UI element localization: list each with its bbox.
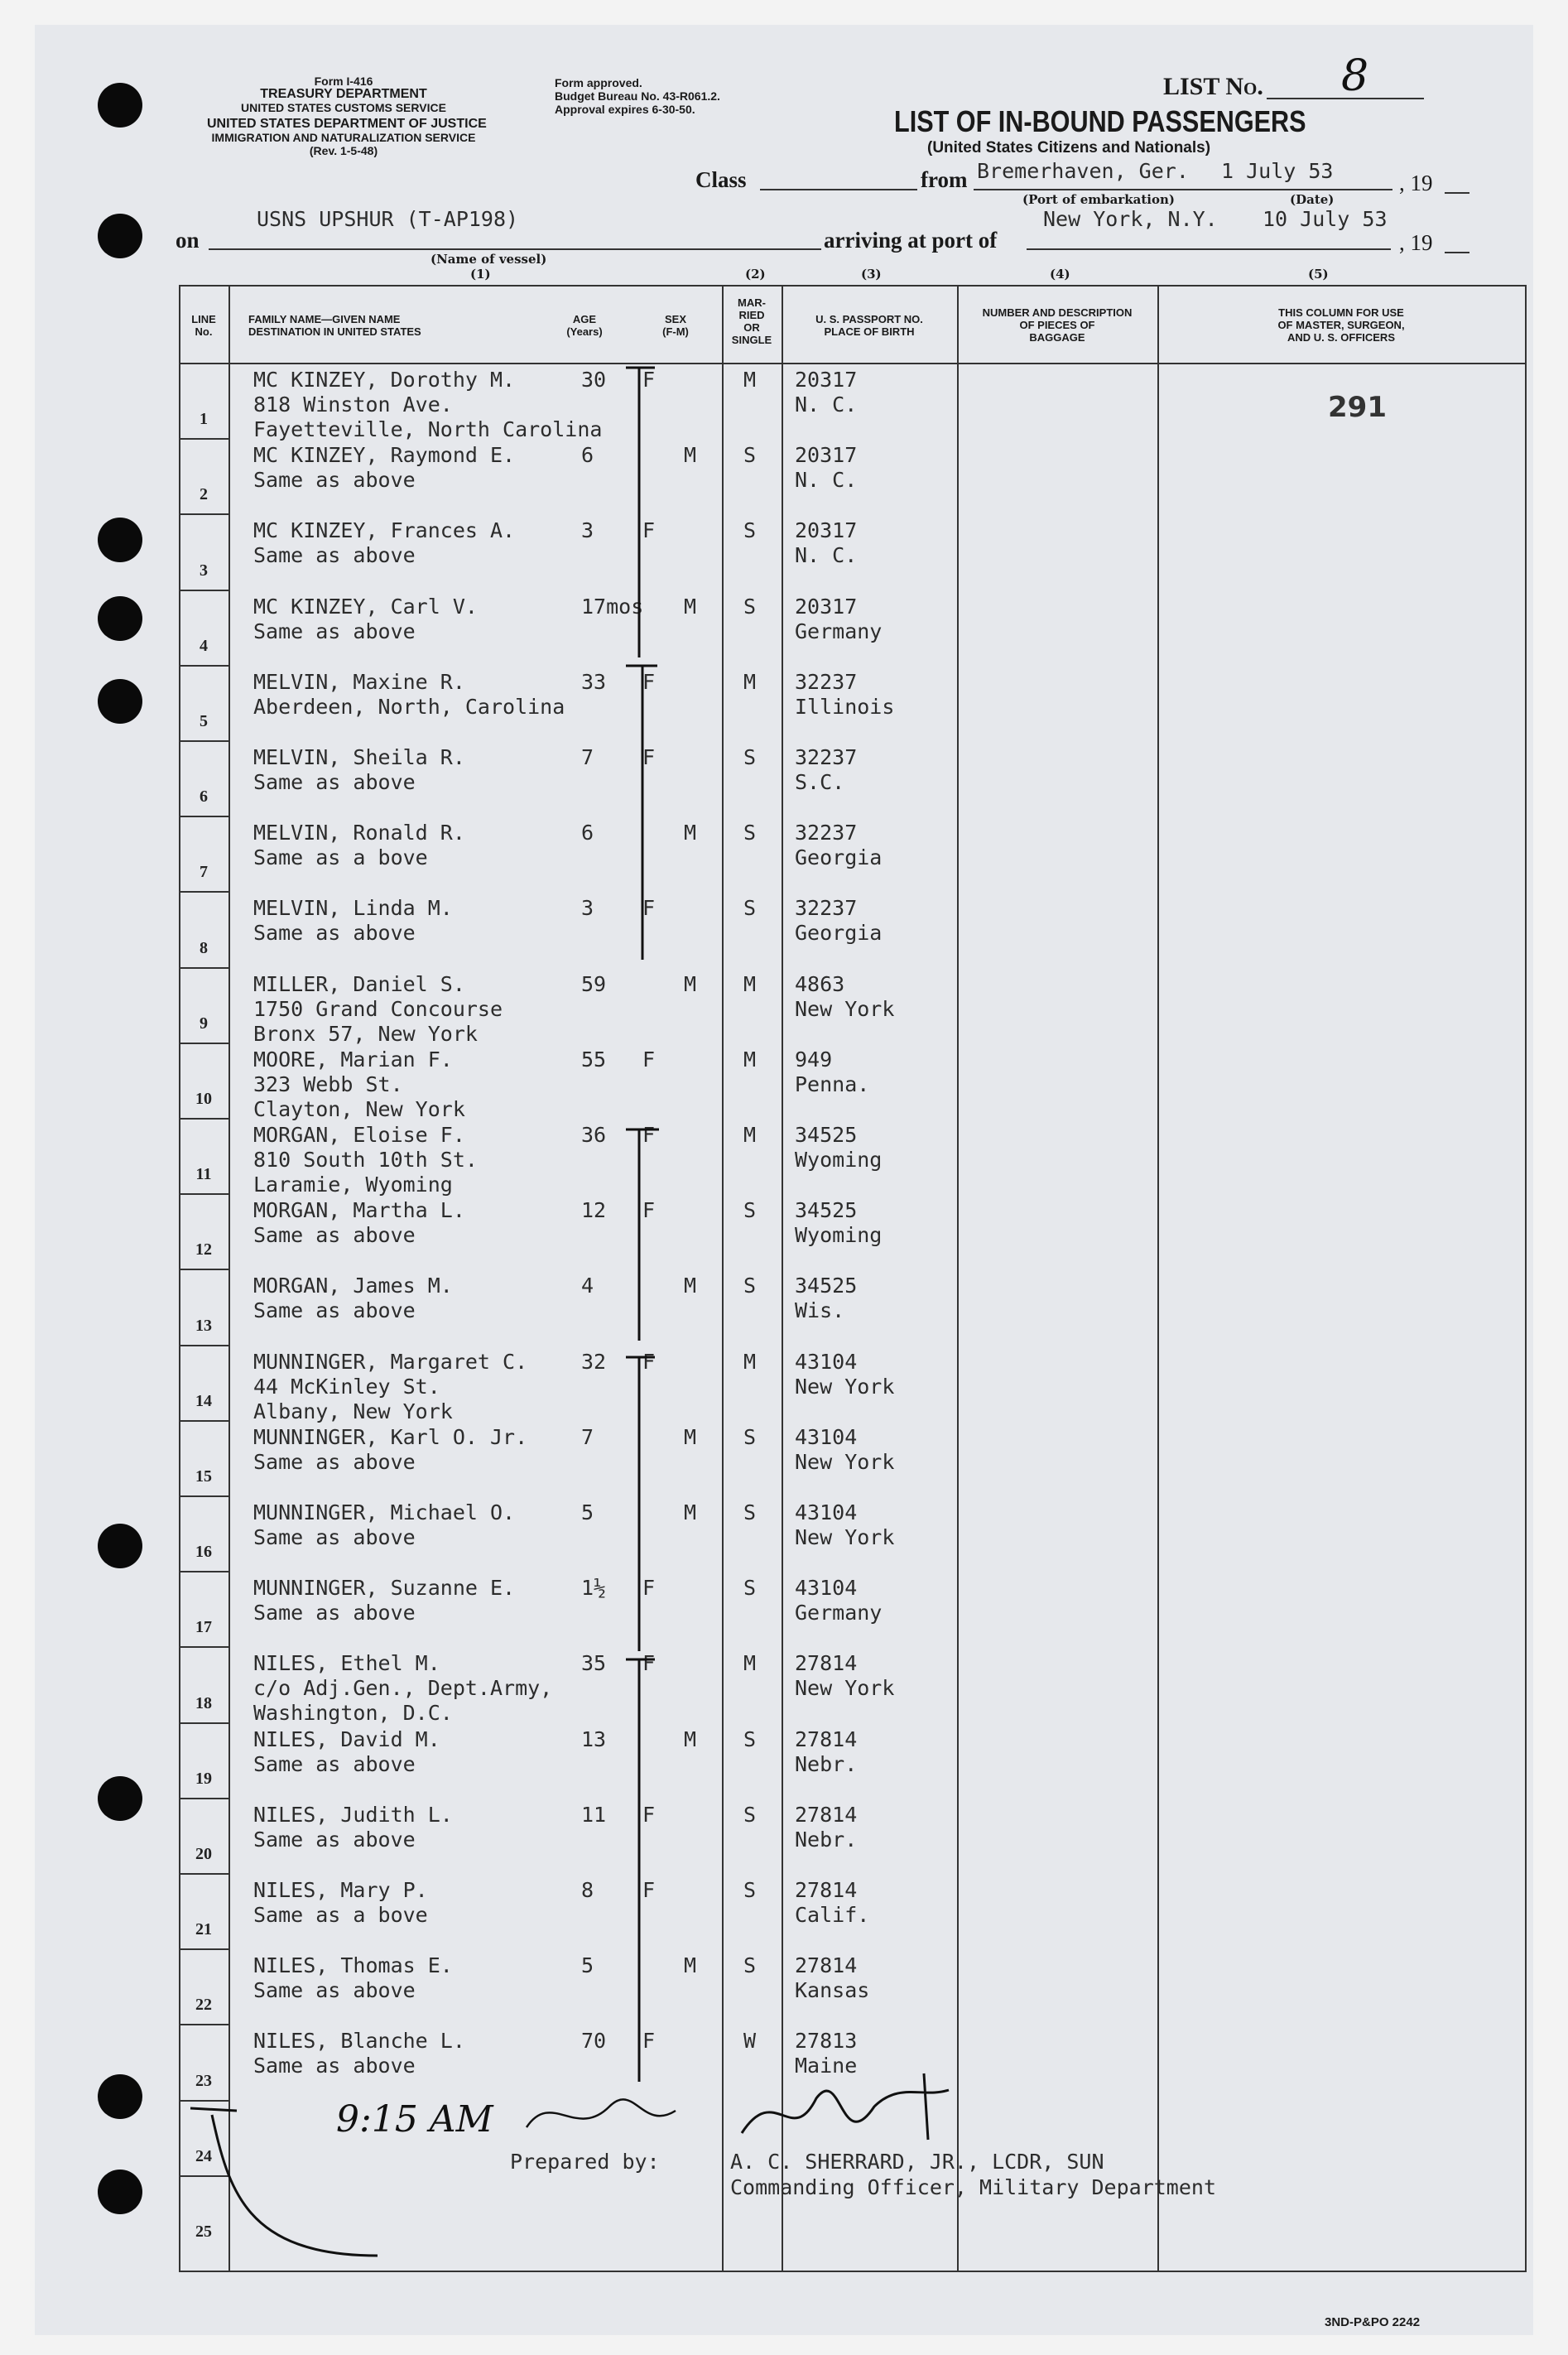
passenger-destination: Same as above	[253, 468, 416, 493]
passenger-destination: Same as above	[253, 921, 416, 946]
passenger-age: 33	[581, 669, 607, 694]
passenger-destination: Same as above	[253, 1449, 416, 1474]
passenger-sex: F	[642, 368, 656, 392]
prepared-by-officer: A. C. SHERRARD, JR., LCDR, SUN	[730, 2150, 1104, 2174]
passenger-marital-status: M	[743, 1349, 757, 1374]
passenger-destination: Fayetteville, North Carolina	[253, 417, 603, 441]
passport-number: 32237	[795, 896, 858, 921]
place-of-birth: Germany	[795, 619, 883, 643]
passport-number: 32237	[795, 745, 858, 769]
passenger-age: 6	[581, 443, 594, 468]
form-subtitle: (United States Citizens and Nationals)	[927, 139, 1211, 157]
line-number: 1	[200, 410, 208, 429]
passenger-name: MOORE, Marian F.	[253, 1047, 453, 1072]
passenger-destination: 818 Winston Ave.	[253, 392, 453, 417]
place-of-birth: New York	[795, 1676, 895, 1701]
line-number: 19	[195, 1769, 212, 1788]
passenger-destination: Washington, D.C.	[253, 1701, 453, 1726]
passenger-name: MC KINZEY, Raymond E.	[253, 443, 516, 468]
customs-service: UNITED STATES CUSTOMS SERVICE	[241, 101, 446, 114]
passenger-sex: M	[684, 1274, 697, 1298]
passport-number: 27814	[795, 1802, 858, 1827]
line-number: 8	[200, 938, 208, 957]
passenger-marital-status: S	[743, 1802, 757, 1827]
passenger-name: NILES, David M.	[253, 1727, 440, 1751]
passport-number: 4863	[795, 971, 845, 996]
port-caption: (Port of embarkation)	[1022, 192, 1175, 207]
passenger-name: NILES, Mary P.	[253, 1878, 428, 1902]
passenger-sex: M	[684, 1953, 697, 1978]
passenger-name: MELVIN, Maxine R.	[253, 669, 465, 694]
place-of-birth: Calif.	[795, 1903, 870, 1927]
form-title: LIST OF IN-BOUND PASSENGERS	[894, 104, 1306, 138]
passenger-marital-status: M	[743, 971, 757, 996]
col-number: (5)	[1308, 267, 1329, 282]
line-number: 9	[200, 1014, 208, 1033]
place-of-birth: Kansas	[795, 1978, 870, 2003]
passenger-name: MC KINZEY, Dorothy M.	[253, 368, 516, 392]
passenger-marital-status: S	[743, 1727, 757, 1751]
passenger-age: 32	[581, 1349, 607, 1374]
passport-number: 43104	[795, 1349, 858, 1374]
passenger-sex: M	[684, 821, 697, 845]
passenger-name: MUNNINGER, Margaret C.	[253, 1349, 528, 1374]
line-number: 6	[200, 787, 208, 807]
passenger-sex: F	[642, 518, 656, 543]
place-of-birth: N. C.	[795, 392, 858, 417]
passenger-marital-status: M	[743, 368, 757, 392]
passenger-name: NILES, Thomas E.	[253, 1953, 453, 1978]
passport-number: 32237	[795, 821, 858, 845]
passenger-age: 35	[581, 1651, 607, 1676]
passenger-name: MORGAN, Martha L.	[253, 1198, 465, 1223]
passenger-sex: F	[642, 1651, 656, 1676]
passenger-age: 8	[581, 1878, 594, 1902]
line-number: 2	[200, 485, 208, 504]
line-number: 12	[195, 1240, 212, 1259]
passenger-sex: F	[642, 745, 656, 769]
punch-hole	[98, 83, 142, 128]
passenger-age: 1½	[581, 1576, 607, 1601]
place-of-birth: Wyoming	[795, 1148, 883, 1172]
passenger-name: MILLER, Daniel S.	[253, 971, 465, 996]
passenger-marital-status: S	[743, 1424, 757, 1449]
passenger-age: 13	[581, 1727, 607, 1751]
passport-number: 27814	[795, 1953, 858, 1978]
passenger-destination: c/o Adj.Gen., Dept.Army,	[253, 1676, 553, 1701]
handwritten-time: 9:15 AM	[336, 2098, 493, 2141]
line-number: 16	[195, 1543, 212, 1562]
passenger-sex: F	[642, 896, 656, 921]
passenger-destination: 323 Webb St.	[253, 1072, 403, 1096]
passenger-marital-status: S	[743, 1878, 757, 1902]
line-number: 11	[195, 1165, 212, 1184]
passenger-destination: Same as above	[253, 543, 416, 568]
passenger-age: 5	[581, 1953, 594, 1978]
passenger-age: 7	[581, 1424, 594, 1449]
passenger-name: MUNNINGER, Michael O.	[253, 1500, 516, 1524]
passport-number: 34525	[795, 1274, 858, 1298]
passenger-sex: M	[684, 1424, 697, 1449]
passenger-name: NILES, Judith L.	[253, 1802, 453, 1827]
passenger-age: 36	[581, 1123, 607, 1147]
passenger-sex: F	[642, 1047, 656, 1072]
passenger-marital-status: S	[743, 896, 757, 921]
passenger-marital-status: S	[743, 1576, 757, 1601]
passenger-marital-status: M	[743, 1651, 757, 1676]
prepared-by-title: Commanding Officer, Military Department	[730, 2175, 1216, 2199]
justice-dept: UNITED STATES DEPARTMENT OF JUSTICE	[207, 117, 487, 131]
line-number: 14	[195, 1391, 212, 1410]
punch-hole	[98, 518, 142, 562]
place-of-birth: Georgia	[795, 921, 883, 946]
passenger-destination: Bronx 57, New York	[253, 1021, 478, 1046]
punch-hole	[98, 2074, 142, 2119]
passenger-name: NILES, Ethel M.	[253, 1651, 440, 1676]
line-number: 25	[195, 2223, 212, 2241]
passenger-sex: M	[684, 443, 697, 468]
embarkation-date: 1 July 53	[1221, 159, 1334, 183]
place-of-birth: Nebr.	[795, 1827, 858, 1852]
passenger-sex: F	[642, 1349, 656, 1374]
passenger-marital-status: S	[743, 821, 757, 845]
arrival-port: New York, N.Y.	[1043, 207, 1218, 231]
col-header-sex: SEX (F-M)	[662, 313, 689, 338]
passenger-sex: M	[684, 971, 697, 996]
passport-number: 27813	[795, 2029, 858, 2054]
passenger-sex: M	[684, 594, 697, 619]
passenger-age: 6	[581, 821, 594, 845]
passport-number: 43104	[795, 1500, 858, 1524]
col-header-baggage: NUMBER AND DESCRIPTION OF PIECES OF BAGGAGE	[982, 306, 1133, 344]
year-prefix: , 19	[1399, 171, 1433, 195]
passenger-destination: Same as above	[253, 1525, 416, 1549]
passenger-age: 59	[581, 971, 607, 996]
date-caption: (Date)	[1290, 192, 1335, 207]
vessel-name: USNS UPSHUR (T-AP198)	[257, 207, 519, 231]
passport-number: 32237	[795, 669, 858, 694]
passenger-marital-status: S	[743, 1274, 757, 1298]
place-of-birth: Illinois	[795, 694, 895, 719]
passport-number: 20317	[795, 443, 858, 468]
col-header-passport: U. S. PASSPORT NO. PLACE OF BIRTH	[815, 313, 923, 338]
passenger-destination: Same as above	[253, 619, 416, 643]
passenger-age: 3	[581, 896, 594, 921]
place-of-birth: New York	[795, 1449, 895, 1474]
passenger-age: 5	[581, 1500, 594, 1524]
prepared-by-label: Prepared by:	[510, 2150, 660, 2174]
col-number: (3)	[861, 267, 882, 282]
passenger-sex: F	[642, 1802, 656, 1827]
footer-code: 3ND-P&PO 2242	[1325, 2315, 1421, 2329]
passenger-marital-status: S	[743, 1500, 757, 1524]
passenger-table	[179, 285, 1527, 2272]
passenger-destination: Albany, New York	[253, 1399, 453, 1423]
passenger-marital-status: S	[743, 518, 757, 543]
passenger-sex: F	[642, 1576, 656, 1601]
passport-number: 20317	[795, 368, 858, 392]
col-number: (4)	[1050, 267, 1070, 282]
passenger-name: MORGAN, James M.	[253, 1274, 453, 1298]
passenger-name: MUNNINGER, Suzanne E.	[253, 1576, 516, 1601]
passenger-destination: Same as above	[253, 1751, 416, 1776]
line-number: 21	[195, 1920, 212, 1939]
passenger-destination: Same as above	[253, 2054, 416, 2078]
line-number: 18	[195, 1693, 212, 1712]
passenger-destination: Clayton, New York	[253, 1096, 465, 1121]
passenger-marital-status: S	[743, 443, 757, 468]
punch-hole	[98, 596, 142, 641]
passenger-marital-status: W	[743, 2029, 757, 2054]
passenger-destination: 44 McKinley St.	[253, 1374, 440, 1399]
vessel-caption: (Name of vessel)	[430, 252, 547, 267]
passport-number: 27814	[795, 1878, 858, 1902]
passenger-destination: Same as above	[253, 1978, 416, 2003]
passenger-marital-status: M	[743, 1047, 757, 1072]
passenger-age: 30	[581, 368, 607, 392]
passenger-age: 4	[581, 1274, 594, 1298]
passport-number: 949	[795, 1047, 833, 1072]
col-header-officers: THIS COLUMN FOR USE OF MASTER, SURGEON, AND U. S. OFFICERS	[1277, 306, 1405, 344]
passenger-age: 11	[581, 1802, 607, 1827]
place-of-birth: Nebr.	[795, 1751, 858, 1776]
approval-block: Form approved. Budget Bureau No. 43-R061.2. Approval expires 6-30-50.	[555, 76, 720, 116]
form-revision: (Rev. 1-5-48)	[309, 144, 378, 157]
passenger-destination: 810 South 10th St.	[253, 1148, 478, 1172]
passenger-sex: M	[684, 1727, 697, 1751]
passenger-name: MC KINZEY, Frances A.	[253, 518, 516, 543]
place-of-birth: New York	[795, 996, 895, 1021]
line-number: 22	[195, 1996, 212, 2015]
passenger-name: MUNNINGER, Karl O. Jr.	[253, 1424, 528, 1449]
ins-service: IMMIGRATION AND NATURALIZATION SERVICE	[211, 131, 476, 144]
arriving-label: arriving at port of	[824, 228, 998, 253]
col-header-line: LINE No.	[191, 313, 216, 338]
passenger-age: 70	[581, 2029, 607, 2054]
passenger-destination: Laramie, Wyoming	[253, 1173, 453, 1197]
passenger-destination: Same as above	[253, 1298, 416, 1323]
place-of-birth: New York	[795, 1525, 895, 1549]
passenger-sex: F	[642, 2029, 656, 2054]
form-number: Form I-416	[314, 75, 373, 88]
passenger-age: 3	[581, 518, 594, 543]
place-of-birth: Wyoming	[795, 1223, 883, 1248]
treasury-dept: TREASURY DEPARTMENT	[260, 87, 427, 101]
place-of-birth: Germany	[795, 1601, 883, 1625]
on-label: on	[176, 228, 200, 253]
passport-number: 20317	[795, 518, 858, 543]
passenger-age: 17mos	[581, 594, 644, 619]
passenger-marital-status: M	[743, 1123, 757, 1147]
passenger-name: MELVIN, Linda M.	[253, 896, 453, 921]
passport-number: 27814	[795, 1727, 858, 1751]
passenger-name: MORGAN, Eloise F.	[253, 1123, 465, 1147]
line-number: 3	[200, 561, 208, 580]
passenger-destination: Aberdeen, North, Carolina	[253, 694, 565, 719]
passenger-sex: F	[642, 1198, 656, 1223]
punch-hole	[98, 2170, 142, 2214]
line-number: 10	[195, 1090, 212, 1108]
passenger-marital-status: M	[743, 669, 757, 694]
line-number: 7	[200, 863, 208, 882]
place-of-birth: S.C.	[795, 770, 845, 794]
embarkation-port: Bremerhaven, Ger.	[977, 159, 1189, 183]
handwritten-marks	[179, 285, 1527, 2272]
punch-hole	[98, 679, 142, 724]
passport-number: 34525	[795, 1123, 858, 1147]
place-of-birth: New York	[795, 1374, 895, 1399]
passenger-sex: F	[642, 1123, 656, 1147]
line-number: 13	[195, 1316, 212, 1335]
passenger-age: 7	[581, 745, 594, 769]
col-number: (2)	[745, 267, 766, 282]
class-label: Class	[695, 167, 747, 192]
col-header-married: MAR- RIED OR SINGLE	[731, 296, 772, 346]
form-agency-block	[207, 75, 487, 157]
passenger-destination: 1750 Grand Concourse	[253, 996, 503, 1021]
line-number: 17	[195, 1618, 212, 1637]
passenger-marital-status: S	[743, 1953, 757, 1978]
passport-number: 43104	[795, 1576, 858, 1601]
passenger-destination: Same as a bove	[253, 1903, 428, 1927]
page-stamp: 291	[1328, 391, 1387, 424]
passenger-marital-status: S	[743, 745, 757, 769]
punch-hole	[98, 214, 142, 258]
passenger-name: MC KINZEY, Carl V.	[253, 594, 478, 619]
passenger-sex: M	[684, 1500, 697, 1524]
col-header-age: AGE (Years)	[566, 313, 603, 338]
passport-number: 20317	[795, 594, 858, 619]
passenger-marital-status: S	[743, 1198, 757, 1223]
passenger-destination: Same as above	[253, 1601, 416, 1625]
line-number: 24	[195, 2146, 212, 2165]
place-of-birth: Wis.	[795, 1298, 845, 1323]
place-of-birth: Maine	[795, 2054, 858, 2078]
punch-hole	[98, 1776, 142, 1821]
arrival-date: 10 July 53	[1263, 207, 1388, 231]
place-of-birth: N. C.	[795, 543, 858, 568]
line-number: 4	[200, 636, 208, 655]
from-label: from	[921, 167, 968, 192]
passenger-destination: Same as above	[253, 770, 416, 794]
passenger-age: 55	[581, 1047, 607, 1072]
passport-number: 34525	[795, 1198, 858, 1223]
passenger-age: 12	[581, 1198, 607, 1223]
passenger-sex: F	[642, 669, 656, 694]
passenger-name: MELVIN, Ronald R.	[253, 821, 465, 845]
year-prefix: , 19	[1399, 230, 1433, 255]
place-of-birth: Georgia	[795, 845, 883, 870]
place-of-birth: N. C.	[795, 468, 858, 493]
passenger-marital-status: S	[743, 594, 757, 619]
line-number: 5	[200, 712, 208, 730]
passenger-name: NILES, Blanche L.	[253, 2029, 465, 2054]
line-number: 15	[195, 1467, 212, 1486]
col-header-name: FAMILY NAME—GIVEN NAME DESTINATION IN UNITED STATES	[248, 313, 421, 338]
line-number: 23	[195, 2071, 212, 2090]
punch-hole	[98, 1524, 142, 1568]
passenger-sex: F	[642, 1878, 656, 1902]
list-number-value: 8	[1341, 51, 1369, 101]
passenger-destination: Same as above	[253, 1223, 416, 1248]
passport-number: 43104	[795, 1424, 858, 1449]
passport-number: 27814	[795, 1651, 858, 1676]
passenger-destination: Same as a bove	[253, 845, 428, 870]
place-of-birth: Penna.	[795, 1072, 870, 1096]
passenger-destination: Same as above	[253, 1827, 416, 1852]
list-number-label: LIST No.	[1163, 73, 1263, 100]
passenger-name: MELVIN, Sheila R.	[253, 745, 465, 769]
line-number: 20	[195, 1845, 212, 1863]
col-number: (1)	[470, 267, 491, 282]
